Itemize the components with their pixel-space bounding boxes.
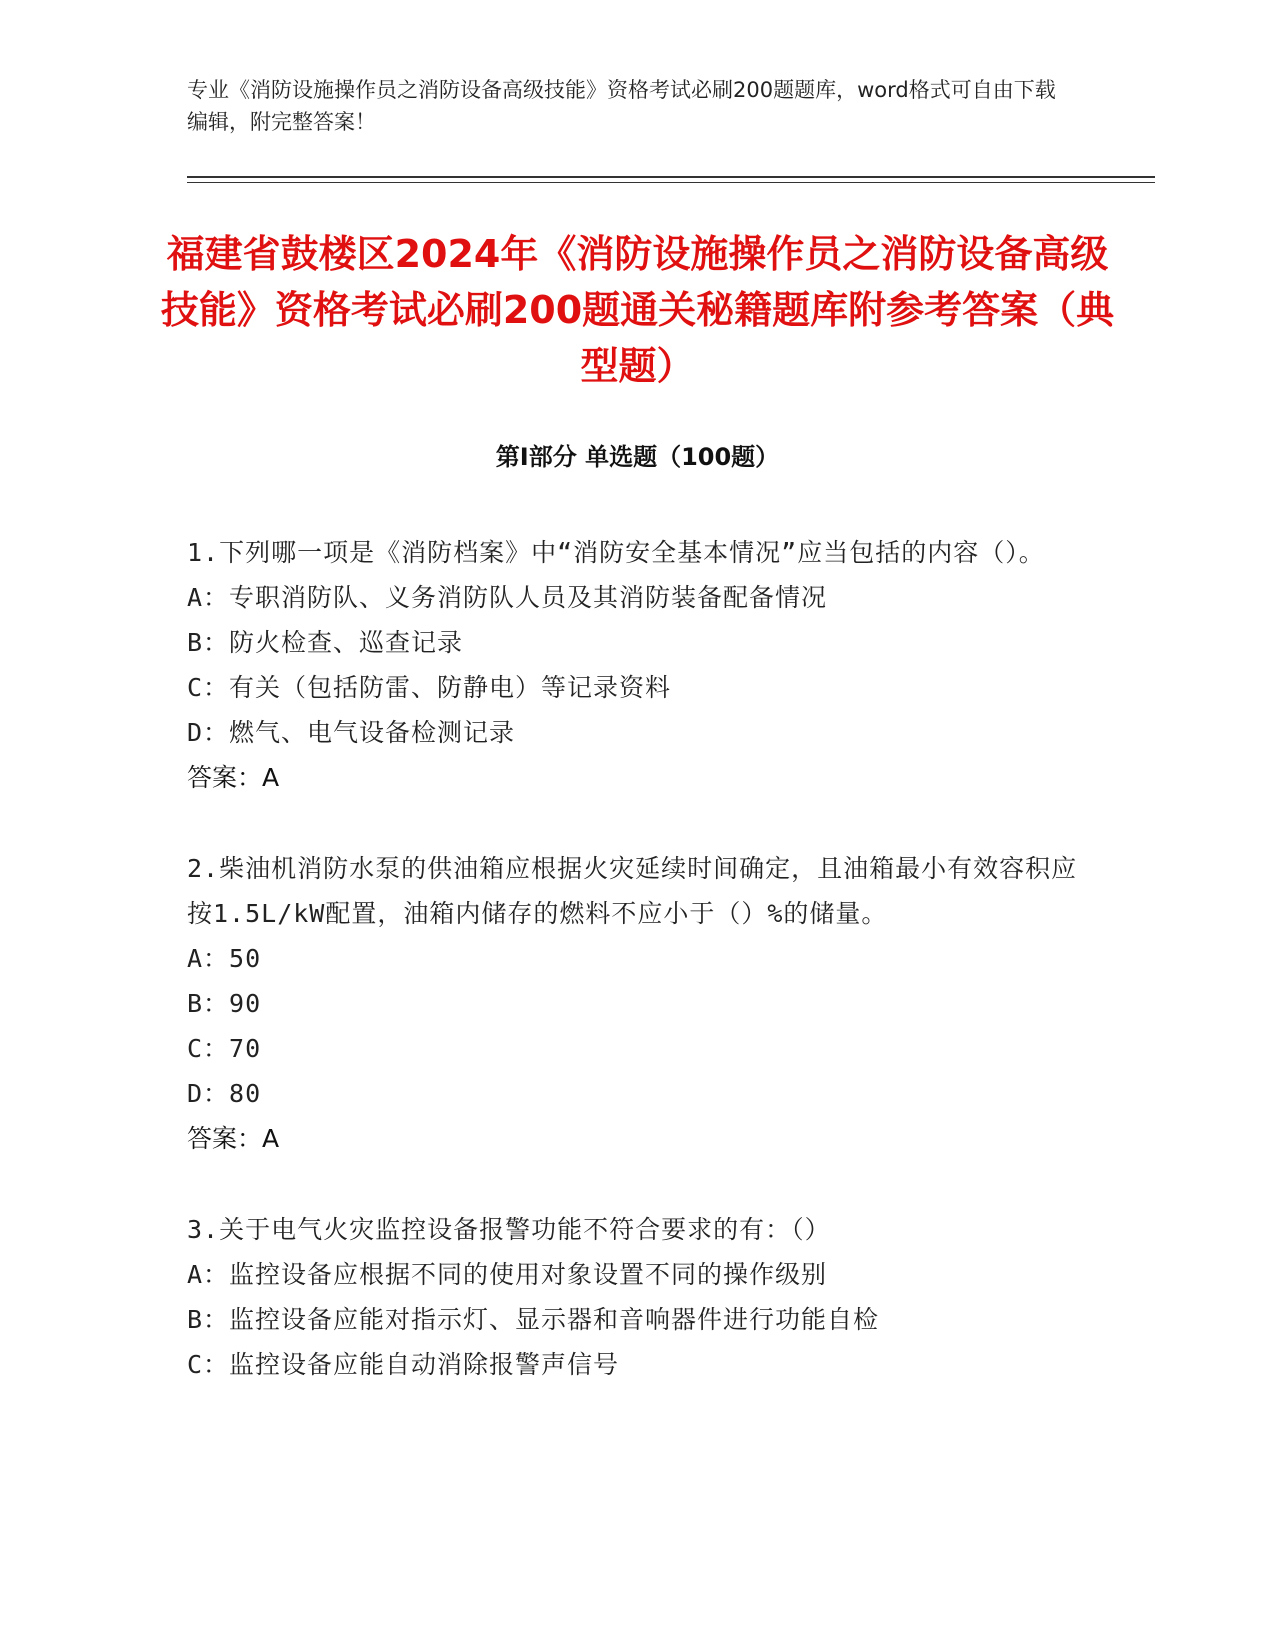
answer: 答案：A (187, 763, 280, 792)
document-title: 福建省鼓楼区2024年《消防设施操作员之消防设备高级技能》资格考试必刷200题通关秘籍题库附参考答案（典型题） (160, 232, 1115, 388)
question-stem: 2.柴油机消防水泵的供油箱应根据火灾延续时间确定，且油箱最小有效容积应按1.5L/kW配置，油箱内储存的燃料不应小于（）%的储量。 (187, 854, 1078, 928)
header-divider-thick (187, 176, 1155, 178)
option-c: C：有关（包括防雷、防静电）等记录资料 (187, 673, 672, 702)
option-b: B：90 (187, 989, 262, 1018)
header-divider-thin (187, 182, 1155, 183)
question-1 (187, 530, 1087, 800)
option-c: C：监控设备应能自动消除报警声信号 (187, 1350, 620, 1379)
option-d: D：燃气、电气设备检测记录 (187, 718, 516, 747)
question-list (187, 530, 1087, 1433)
option-b: B：监控设备应能对指示灯、显示器和音响器件进行功能自检 (187, 1305, 880, 1334)
header-note: 专业《消防设施操作员之消防设备高级技能》资格考试必刷200题题库，word格式可自由下载编辑，附完整答案！ (187, 78, 1056, 134)
option-a: A：监控设备应根据不同的使用对象设置不同的操作级别 (187, 1260, 828, 1289)
answer: 答案：A (187, 1124, 280, 1153)
section-title: 第I部分 单选题（100题） (495, 443, 780, 471)
question-3 (187, 1207, 1087, 1387)
question-stem: 1.下列哪一项是《消防档案》中“消防安全基本情况”应当包括的内容（）。 (187, 538, 1045, 567)
option-a: A：50 (187, 944, 262, 973)
option-d: D：80 (187, 1079, 262, 1108)
option-a: A：专职消防队、义务消防队人员及其消防装备配备情况 (187, 583, 828, 612)
option-b: B：防火检查、巡查记录 (187, 628, 464, 657)
question-2 (187, 846, 1087, 1161)
option-c: C：70 (187, 1034, 262, 1063)
question-stem: 3.关于电气火灾监控设备报警功能不符合要求的有：（） (187, 1215, 831, 1244)
